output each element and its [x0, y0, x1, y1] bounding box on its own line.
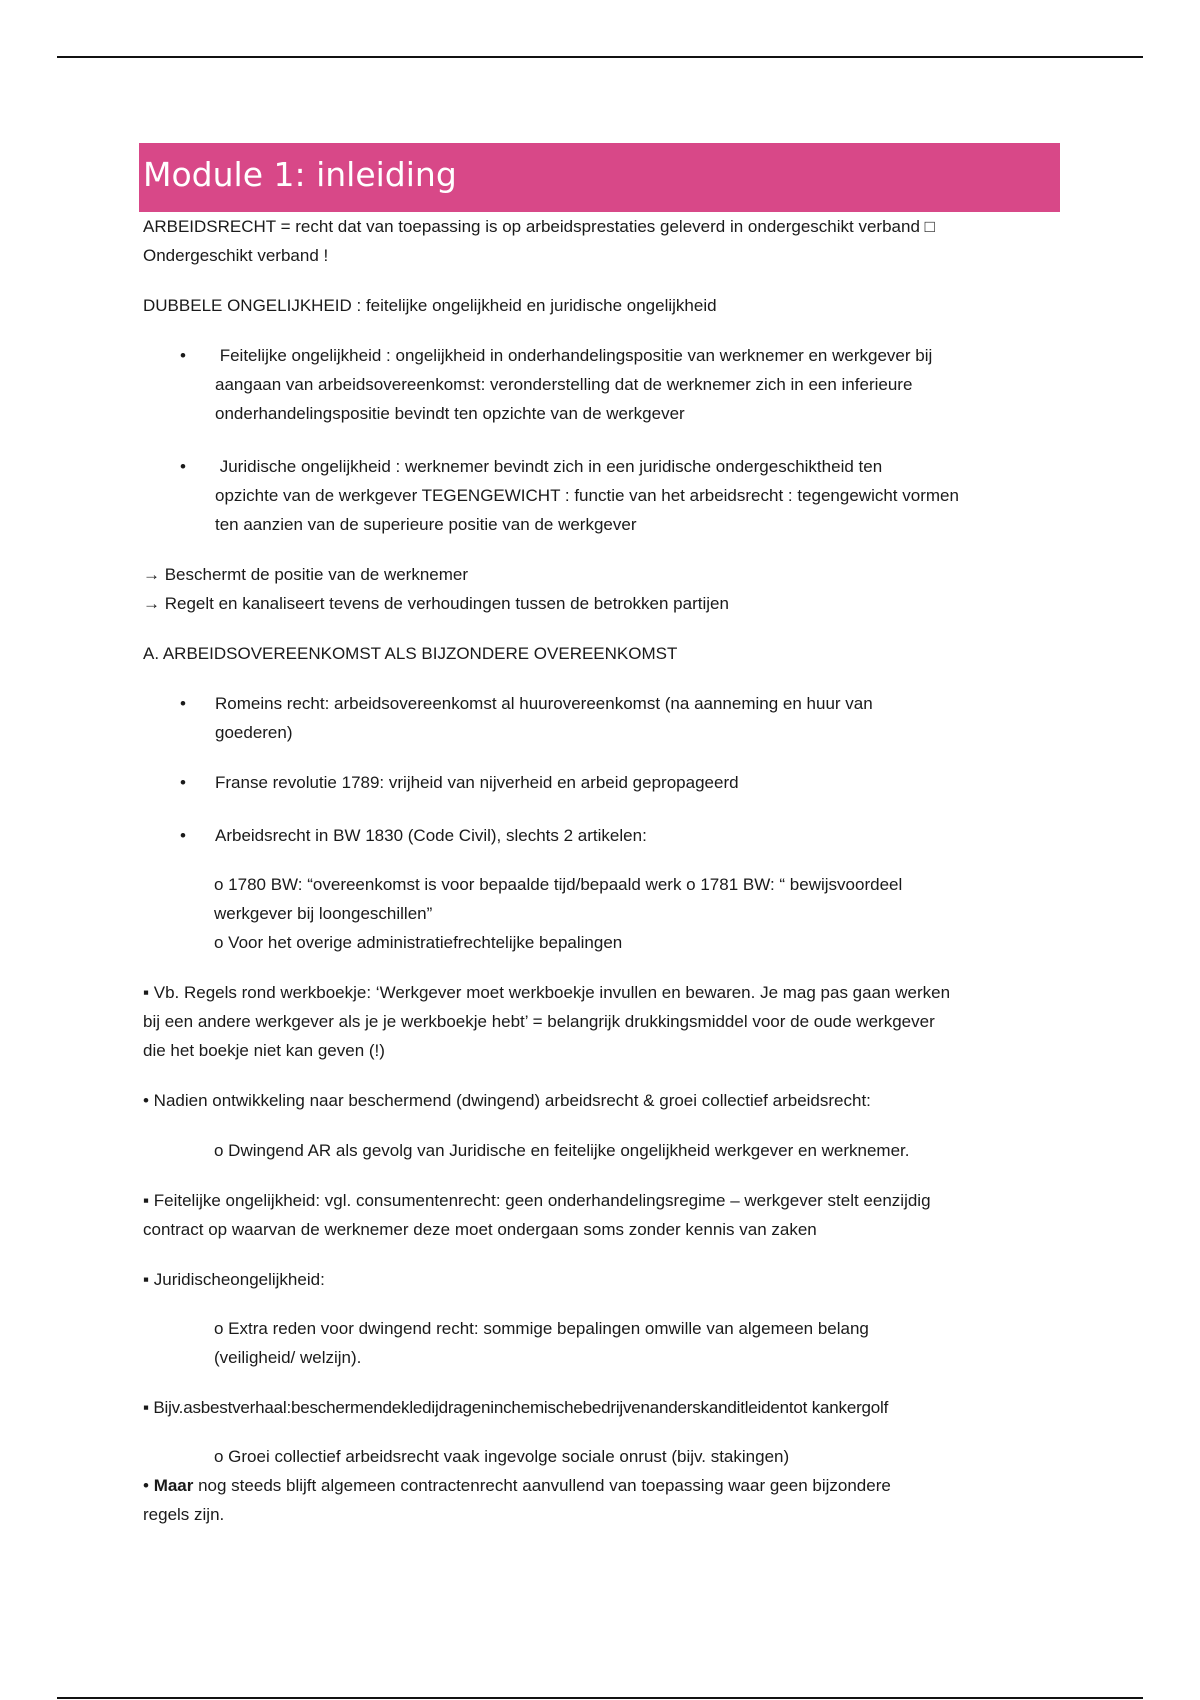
item-line: opzichte van de werkgever TEGENGEWICHT : functie van het arbeidsrecht : tegengewicht vormen	[215, 486, 959, 505]
item-line: Arbeidsrecht in BW 1830 (Code Civil), slechts 2 artikelen:	[215, 826, 647, 845]
item-line: Franse revolutie 1789: vrijheid van nijverheid en arbeid gepropageerd	[215, 773, 739, 792]
bw-sub-line-2: werkgever bij loongeschillen”	[214, 904, 433, 923]
bw-sub-line-1: o 1780 BW: “overeenkomst is voor bepaalde tijd/bepaald werk o 1781 BW: “ bewijsvoordeel	[214, 875, 903, 894]
bw-sub-line-3: o Voor het overige administratiefrechtelijke bepalingen	[214, 933, 623, 952]
juridisch-heading: ▪ Juridischeongelijkheid:	[143, 1270, 325, 1289]
dubbele-ongelijkheid: DUBBELE ONGELIJKHEID : feitelijke ongelijkheid en juridische ongelijkheid	[143, 296, 717, 315]
maar-line-1	[143, 1471, 1063, 1500]
bullet-dot: •	[180, 457, 186, 476]
list-item	[143, 341, 1063, 428]
arrow-line-2: → Regelt en kanaliseert tevens de verhoudingen tussen de betrokken partijen	[143, 594, 729, 613]
item-line: Romeins recht: arbeidsovereenkomst al huurovereenkomst (na aanneming en huur van	[215, 694, 873, 713]
bw-sub-list	[143, 870, 1063, 957]
top-rule	[57, 56, 1143, 58]
arrow-line-1: → Beschermt de positie van de werknemer	[143, 565, 469, 584]
list-item	[143, 821, 1063, 850]
feitelijk-paragraph	[143, 1186, 1063, 1244]
maar-bullet: •	[143, 1476, 154, 1495]
maar-bold: Maar	[153, 1476, 194, 1495]
werkboekje-line-2: bij een andere werkgever als je je werkboekje hebt’ = belangrijk drukkingsmiddel voor de oude werkgever	[143, 1012, 935, 1031]
dwingend-line: o Dwingend AR als gevolg van Juridische en feitelijke ongelijkheid werkgever en werknemer.	[214, 1141, 910, 1160]
werkboekje-line-1: ▪ Vb. Regels rond werkboekje: ‘Werkgever moet werkboekje invullen en bewaren. Je mag pas gaan werken	[143, 983, 951, 1002]
maar-rest: nog steeds blijft algemeen contractenrecht aanvullend van toepassing waar geen bijzondere	[193, 1476, 891, 1495]
feitelijk-line-2: contract op waarvan de werknemer deze moet ondergaan soms zonder kennis van zaken	[143, 1220, 817, 1239]
item-line: ten aanzien van de superieure positie van de werkgever	[215, 515, 637, 534]
definition-line-2: Ondergeschikt verband !	[143, 246, 329, 265]
bullet-dot: •	[180, 346, 186, 365]
groei-line: o Groei collectief arbeidsrecht vaak ingevolge sociale onrust (bijv. stakingen)	[214, 1447, 790, 1466]
extra-line-2: (veiligheid/ welzijn).	[214, 1348, 362, 1367]
bottom-rule	[57, 1697, 1143, 1699]
bullet-dot: •	[180, 773, 186, 792]
extra-line-1: o Extra reden voor dwingend recht: sommige bepalingen omwille van algemeen belang	[214, 1319, 869, 1338]
feitelijk-line-1: ▪ Feitelijke ongelijkheid: vgl. consumentenrecht: geen onderhandelingsregime – werkgever stelt eenzijdig	[143, 1191, 931, 1210]
list-item	[143, 768, 1063, 797]
list-item	[143, 452, 1063, 539]
list-item	[143, 689, 1063, 747]
module-title: Module 1: inleiding	[143, 155, 457, 194]
document-body	[143, 212, 1063, 1529]
module-title-banner	[139, 143, 1060, 212]
werkboekje-paragraph	[143, 978, 1063, 1065]
inequality-list	[143, 341, 1063, 539]
asbest-line: ▪ Bijv.asbestverhaal:beschermendekledijdrageninchemischebedrijvenanderskanditleidentot kankergolf	[143, 1398, 889, 1417]
bullet-dot: •	[180, 826, 186, 845]
item-line: goederen)	[215, 723, 293, 742]
item-line: aangaan van arbeidsovereenkomst: veronderstelling dat de werknemer zich in een inferieure	[215, 375, 913, 394]
item-line: Juridische ongelijkheid : werknemer bevindt zich in een juridische ondergeschiktheid ten	[215, 457, 883, 476]
maar-line-2: regels zijn.	[143, 1505, 225, 1524]
definition-line-1: ARBEIDSRECHT = recht dat van toepassing is op arbeidsprestaties geleverd in ondergeschikt verband □	[143, 217, 935, 236]
bullet-dot: •	[180, 694, 186, 713]
item-line: Feitelijke ongelijkheid : ongelijkheid in onderhandelingspositie van werknemer en werkgever bij	[215, 346, 933, 365]
werkboekje-line-3: die het boekje niet kan geven (!)	[143, 1041, 385, 1060]
maar-paragraph	[143, 1471, 1063, 1529]
item-line: onderhandelingspositie bevindt ten opzichte van de werkgever	[215, 404, 685, 423]
section-a-heading: A. ARBEIDSOVEREENKOMST ALS BIJZONDERE OVEREENKOMST	[143, 644, 678, 663]
extra-sub	[143, 1314, 1063, 1372]
nadien-paragraph: • Nadien ontwikkeling naar beschermend (dwingend) arbeidsrecht & groei collectief arbeidsrecht:	[143, 1091, 871, 1110]
history-list	[143, 689, 1063, 850]
